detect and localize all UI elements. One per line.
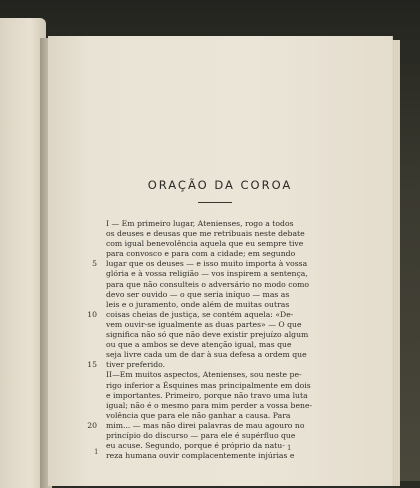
text-line <box>106 391 406 401</box>
page-title: ORAÇÃO DA COROA <box>147 178 293 192</box>
line-text: I — Em primeiro lugar, Atenienses, rogo a todos <box>106 219 294 228</box>
line-text: rigo inferior a Ésquines mas principalmente em dois <box>106 380 311 390</box>
text-line <box>87 360 406 370</box>
folio-left: 1 <box>94 448 99 456</box>
line-text: princípio do discurso — para ele é supérfluo que <box>106 430 296 440</box>
text-line <box>106 229 406 239</box>
text-line <box>106 411 406 421</box>
line-text: mim... — mas não direi palavras de mau agouro no <box>106 420 305 430</box>
line-text: significa não só que não deve existir prejuízo algum <box>106 330 309 340</box>
line-text: leis e o juramento, onde além de muitas outras <box>106 299 290 309</box>
line-text: tiver preferido. <box>106 360 166 370</box>
text-line <box>106 381 406 391</box>
line-text: ou que a ambos se deve atenção igual, mas que <box>106 340 292 350</box>
text-line <box>106 370 406 380</box>
line-number: 5 <box>92 259 97 269</box>
line-text: glória e à vossa religião — vos inspirem a sentença, <box>106 269 308 279</box>
text-line <box>106 340 406 350</box>
line-text: igual; não é o mesmo para mim perder a vossa bene- <box>106 400 313 410</box>
line-text: coisas cheias de justiça, se contém aquela: «De- <box>106 309 294 319</box>
text-line <box>106 350 406 360</box>
text-line <box>106 239 406 249</box>
text-line <box>106 219 406 229</box>
folio-right: 1 <box>287 444 292 452</box>
text-line <box>106 269 406 279</box>
line-text: volência que para ele não ganhar a causa. Para <box>106 410 291 420</box>
line-text: vem ouvir-se igualmente as duas partes» — O que <box>106 319 302 329</box>
line-text: lugar que os deuses — e isso muito importa à vossa <box>106 259 308 269</box>
text-line <box>106 290 406 300</box>
line-text: os deuses e deusas que me retribuais neste debate <box>106 229 305 239</box>
line-text: para que não consulteis o adversário no modo como <box>106 279 310 289</box>
line-text: reza humana ouvir complacentemente injúrias e <box>106 451 295 461</box>
text-line <box>106 441 406 451</box>
text-line <box>87 420 406 431</box>
line-text: eu acuse. Segundo, porque é próprio da natu- <box>106 441 285 451</box>
text-line <box>87 309 406 320</box>
text-line <box>106 280 406 290</box>
line-text: para convosco e para com a cidade; em segundo <box>106 249 296 259</box>
text-line <box>106 431 406 441</box>
text-line <box>106 249 406 259</box>
body-text <box>87 219 406 461</box>
text-line <box>106 451 406 461</box>
text-line <box>92 259 406 269</box>
line-number: 10 <box>87 309 97 319</box>
text-line <box>106 330 406 340</box>
title-rule <box>198 202 232 203</box>
line-text: e importantes. Primeiro, porque não travo uma luta <box>106 390 308 400</box>
line-text: II—Em muitos aspectos, Atenienses, sou neste pe- <box>106 370 302 380</box>
line-text: seja livre cada um de dar à sua defesa a ordem que <box>106 350 307 360</box>
line-text: com igual benevolência aquela que eu sempre tive <box>106 239 304 249</box>
text-line <box>106 401 406 411</box>
text-line <box>106 320 406 330</box>
text-line <box>106 300 406 310</box>
line-number: 20 <box>87 420 97 430</box>
line-number: 15 <box>87 360 97 370</box>
line-text: devo ser ouvido — o que seria iníquo — mas as <box>106 289 290 299</box>
